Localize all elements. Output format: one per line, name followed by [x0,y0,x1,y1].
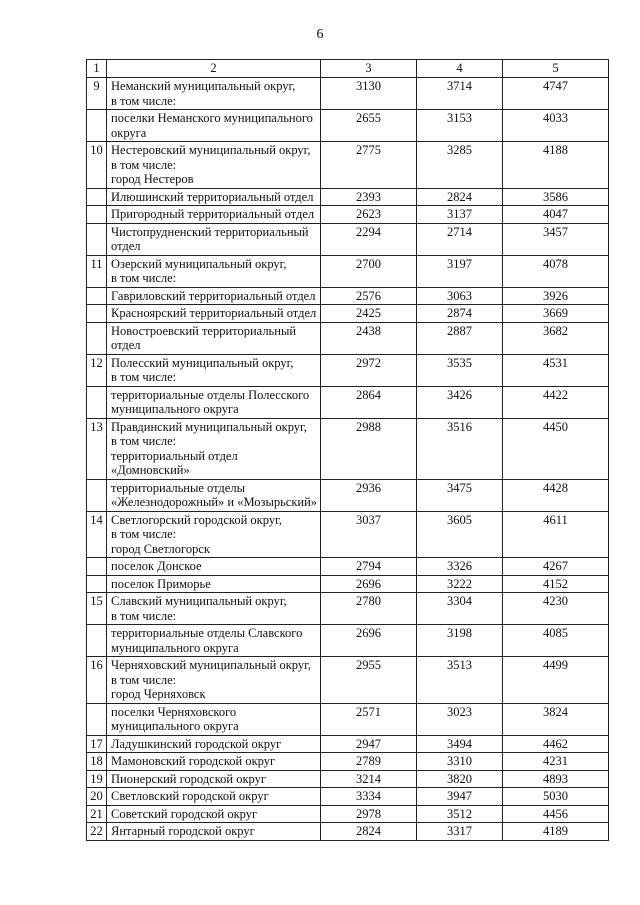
name-line: город Светлогорск [111,541,210,556]
header-col-4: 4 [417,60,503,78]
value-col-3: 3214 [321,770,417,788]
row-number: 10 [87,142,107,189]
value-col-5: 4188 [503,142,609,189]
value-col-4: 3137 [417,206,503,224]
row-number: 16 [87,657,107,704]
value-col-4: 3516 [417,418,503,479]
name-line: округа [111,125,147,140]
table-row [87,657,609,704]
value-col-4: 2887 [417,322,503,354]
name-line: Советский городской округ [111,806,258,821]
name-line: Нестеровский муниципальный округ, [111,143,311,157]
value-col-3: 2864 [321,386,417,418]
municipality-name [107,593,321,625]
table-row [87,354,609,386]
value-col-4: 3197 [417,255,503,287]
row-number: 20 [87,788,107,806]
name-line: Новостроевский территориальный [111,323,297,338]
name-line: в том числе: [111,434,177,448]
name-line: город Нестеров [111,172,194,186]
municipality-name [107,110,321,142]
value-col-4: 3475 [417,479,503,511]
value-col-4: 3222 [417,575,503,593]
value-col-3: 2393 [321,188,417,206]
table-row [87,575,609,593]
table-row [87,386,609,418]
name-line: Полесский муниципальный округ, [111,355,294,370]
value-col-4: 3513 [417,657,503,704]
value-col-4: 3310 [417,753,503,771]
row-number [87,223,107,255]
value-col-3: 2988 [321,418,417,479]
name-line: территориальный отдел [111,448,238,463]
page-number: 6 [316,27,324,42]
value-col-4: 3063 [417,287,503,305]
table-row [87,255,609,287]
value-col-4: 3605 [417,511,503,558]
row-number: 18 [87,753,107,771]
table-row [87,823,609,841]
row-number [87,322,107,354]
value-col-5: 4189 [503,823,609,841]
table-row [87,558,609,576]
value-col-5: 4085 [503,625,609,657]
name-line: в том числе: [111,271,177,285]
municipality-name [107,188,321,206]
value-col-5: 4531 [503,354,609,386]
value-col-5: 4078 [503,255,609,287]
value-col-3: 2576 [321,287,417,305]
value-col-4: 3153 [417,110,503,142]
row-number: 17 [87,735,107,753]
name-line: поселок Донское [111,559,202,573]
header-col-2: 2 [107,60,321,78]
name-line: в том числе: [111,157,177,172]
value-col-4: 3714 [417,78,503,110]
value-col-5: 4611 [503,511,609,558]
header-col-5: 5 [503,60,609,78]
table-row [87,206,609,224]
value-col-4: 3317 [417,823,503,841]
row-number [87,703,107,735]
municipality-name [107,479,321,511]
name-line: территориальные отделы [111,480,245,495]
value-col-3: 2294 [321,223,417,255]
row-number [87,305,107,323]
name-line: Чистопрудненский территориальный [111,224,309,239]
name-line: в том числе: [111,93,177,108]
municipality-name [107,558,321,576]
table-row [87,479,609,511]
value-col-4: 3947 [417,788,503,806]
row-number: 11 [87,255,107,287]
value-col-3: 2425 [321,305,417,323]
name-line: поселки Черняховского [111,704,237,719]
municipality-name [107,142,321,189]
row-number: 13 [87,418,107,479]
value-col-5: 3682 [503,322,609,354]
name-line: Янтарный городской округ [111,824,255,838]
name-line: город Черняховск [111,687,206,701]
value-col-4: 3326 [417,558,503,576]
row-number [87,188,107,206]
name-line: «Домновский» [111,463,190,477]
municipality-name [107,287,321,305]
name-line: Светловский городской округ [111,789,269,803]
row-number: 15 [87,593,107,625]
table-row [87,142,609,189]
value-col-3: 2955 [321,657,417,704]
value-col-3: 2972 [321,354,417,386]
row-number: 14 [87,511,107,558]
data-table [86,59,609,841]
value-col-3: 2824 [321,823,417,841]
name-line: в том числе: [111,527,177,541]
header-col-3: 3 [321,60,417,78]
value-col-3: 2438 [321,322,417,354]
row-number [87,625,107,657]
table-body [87,78,609,841]
municipality-name [107,223,321,255]
value-col-3: 3037 [321,511,417,558]
row-number: 21 [87,805,107,823]
name-line: отдел [111,239,141,253]
value-col-3: 2775 [321,142,417,189]
table-row [87,110,609,142]
value-col-5: 4047 [503,206,609,224]
name-line: Пионерский городской округ [111,771,266,786]
value-col-4: 3198 [417,625,503,657]
municipality-name [107,770,321,788]
name-line: муниципального округа [111,402,239,416]
row-number [87,287,107,305]
row-number: 9 [87,78,107,110]
value-col-5: 3824 [503,703,609,735]
value-col-5: 4428 [503,479,609,511]
name-line: поселки Неманского муниципального [111,111,313,125]
name-line: Красноярский территориальный отдел [111,306,317,320]
value-col-4: 3535 [417,354,503,386]
municipality-name [107,657,321,704]
name-line: поселок Приморье [111,576,211,591]
municipality-name [107,206,321,224]
table-row [87,322,609,354]
value-col-4: 2714 [417,223,503,255]
municipality-name [107,322,321,354]
municipality-name [107,305,321,323]
value-col-3: 2947 [321,735,417,753]
value-col-3: 2696 [321,625,417,657]
value-col-4: 3426 [417,386,503,418]
value-col-3: 2700 [321,255,417,287]
row-number [87,110,107,142]
value-col-4: 3494 [417,735,503,753]
header-col-1: 1 [87,60,107,78]
value-col-3: 3130 [321,78,417,110]
row-number: 22 [87,823,107,841]
name-line: территориальные отделы Полесского [111,387,310,402]
value-col-4: 3304 [417,593,503,625]
table-row [87,418,609,479]
value-col-3: 2655 [321,110,417,142]
value-col-3: 2978 [321,805,417,823]
table-row [87,287,609,305]
value-col-5: 4893 [503,770,609,788]
value-col-3: 2794 [321,558,417,576]
value-col-3: 2623 [321,206,417,224]
municipality-name [107,805,321,823]
table-row [87,593,609,625]
municipality-name [107,575,321,593]
municipality-name [107,703,321,735]
value-col-3: 2936 [321,479,417,511]
table-row [87,703,609,735]
value-col-4: 2874 [417,305,503,323]
value-col-5: 4267 [503,558,609,576]
value-col-5: 4747 [503,78,609,110]
value-col-4: 3512 [417,805,503,823]
table-row [87,223,609,255]
municipality-name [107,255,321,287]
name-line: Неманский муниципальный округ, [111,79,296,93]
row-number: 12 [87,354,107,386]
value-col-3: 2789 [321,753,417,771]
row-number [87,558,107,576]
value-col-4: 3023 [417,703,503,735]
municipality-name [107,625,321,657]
name-line: территориальные отделы Славского [111,626,303,640]
name-line: Славский муниципальный округ, [111,594,287,608]
value-col-3: 2571 [321,703,417,735]
table-row [87,188,609,206]
table-row [87,805,609,823]
value-col-3: 2696 [321,575,417,593]
table-row [87,78,609,110]
value-col-5: 4231 [503,753,609,771]
value-col-5: 4462 [503,735,609,753]
table-row [87,511,609,558]
value-col-5: 3457 [503,223,609,255]
table-row [87,753,609,771]
value-col-5: 3586 [503,188,609,206]
name-line: Ладушкинский городской округ [111,736,282,751]
value-col-5: 3926 [503,287,609,305]
value-col-5: 4230 [503,593,609,625]
value-col-5: 3669 [503,305,609,323]
name-line: муниципального округа [111,640,239,655]
value-col-3: 2780 [321,593,417,625]
name-line: Мамоновский городской округ [111,754,276,768]
name-line: Черняховский муниципальный округ, [111,658,311,672]
row-number [87,386,107,418]
header-row [87,60,609,78]
value-col-4: 3285 [417,142,503,189]
value-col-5: 4422 [503,386,609,418]
row-number [87,206,107,224]
row-number [87,575,107,593]
municipality-name [107,386,321,418]
table-row [87,770,609,788]
municipality-name [107,823,321,841]
name-line: Озерский муниципальный округ, [111,256,287,271]
municipality-name [107,354,321,386]
name-line: Пригородный территориальный отдел [111,207,315,221]
municipality-name [107,735,321,753]
value-col-3: 3334 [321,788,417,806]
name-line: в том числе: [111,370,177,384]
name-line: в том числе: [111,672,177,687]
name-line: «Железнодорожный» и «Мозырьский» [111,495,318,509]
municipality-name [107,78,321,110]
value-col-5: 4499 [503,657,609,704]
name-line: Илюшинский территориальный отдел [111,189,314,204]
municipality-name [107,511,321,558]
value-col-5: 4456 [503,805,609,823]
table-row [87,625,609,657]
name-line: Светлогорский городской округ, [111,512,282,527]
row-number [87,479,107,511]
value-col-5: 4152 [503,575,609,593]
municipality-name [107,418,321,479]
municipality-name [107,788,321,806]
value-col-4: 2824 [417,188,503,206]
table-row [87,788,609,806]
value-col-5: 4450 [503,418,609,479]
value-col-5: 5030 [503,788,609,806]
table-row [87,305,609,323]
name-line: муниципального округа [111,719,239,733]
row-number: 19 [87,770,107,788]
table-row [87,735,609,753]
name-line: Правдинский муниципальный округ, [111,419,307,434]
name-line: Гавриловский территориальный отдел [111,288,316,303]
value-col-5: 4033 [503,110,609,142]
name-line: в том числе: [111,608,177,623]
value-col-4: 3820 [417,770,503,788]
municipality-name [107,753,321,771]
name-line: отдел [111,338,141,352]
